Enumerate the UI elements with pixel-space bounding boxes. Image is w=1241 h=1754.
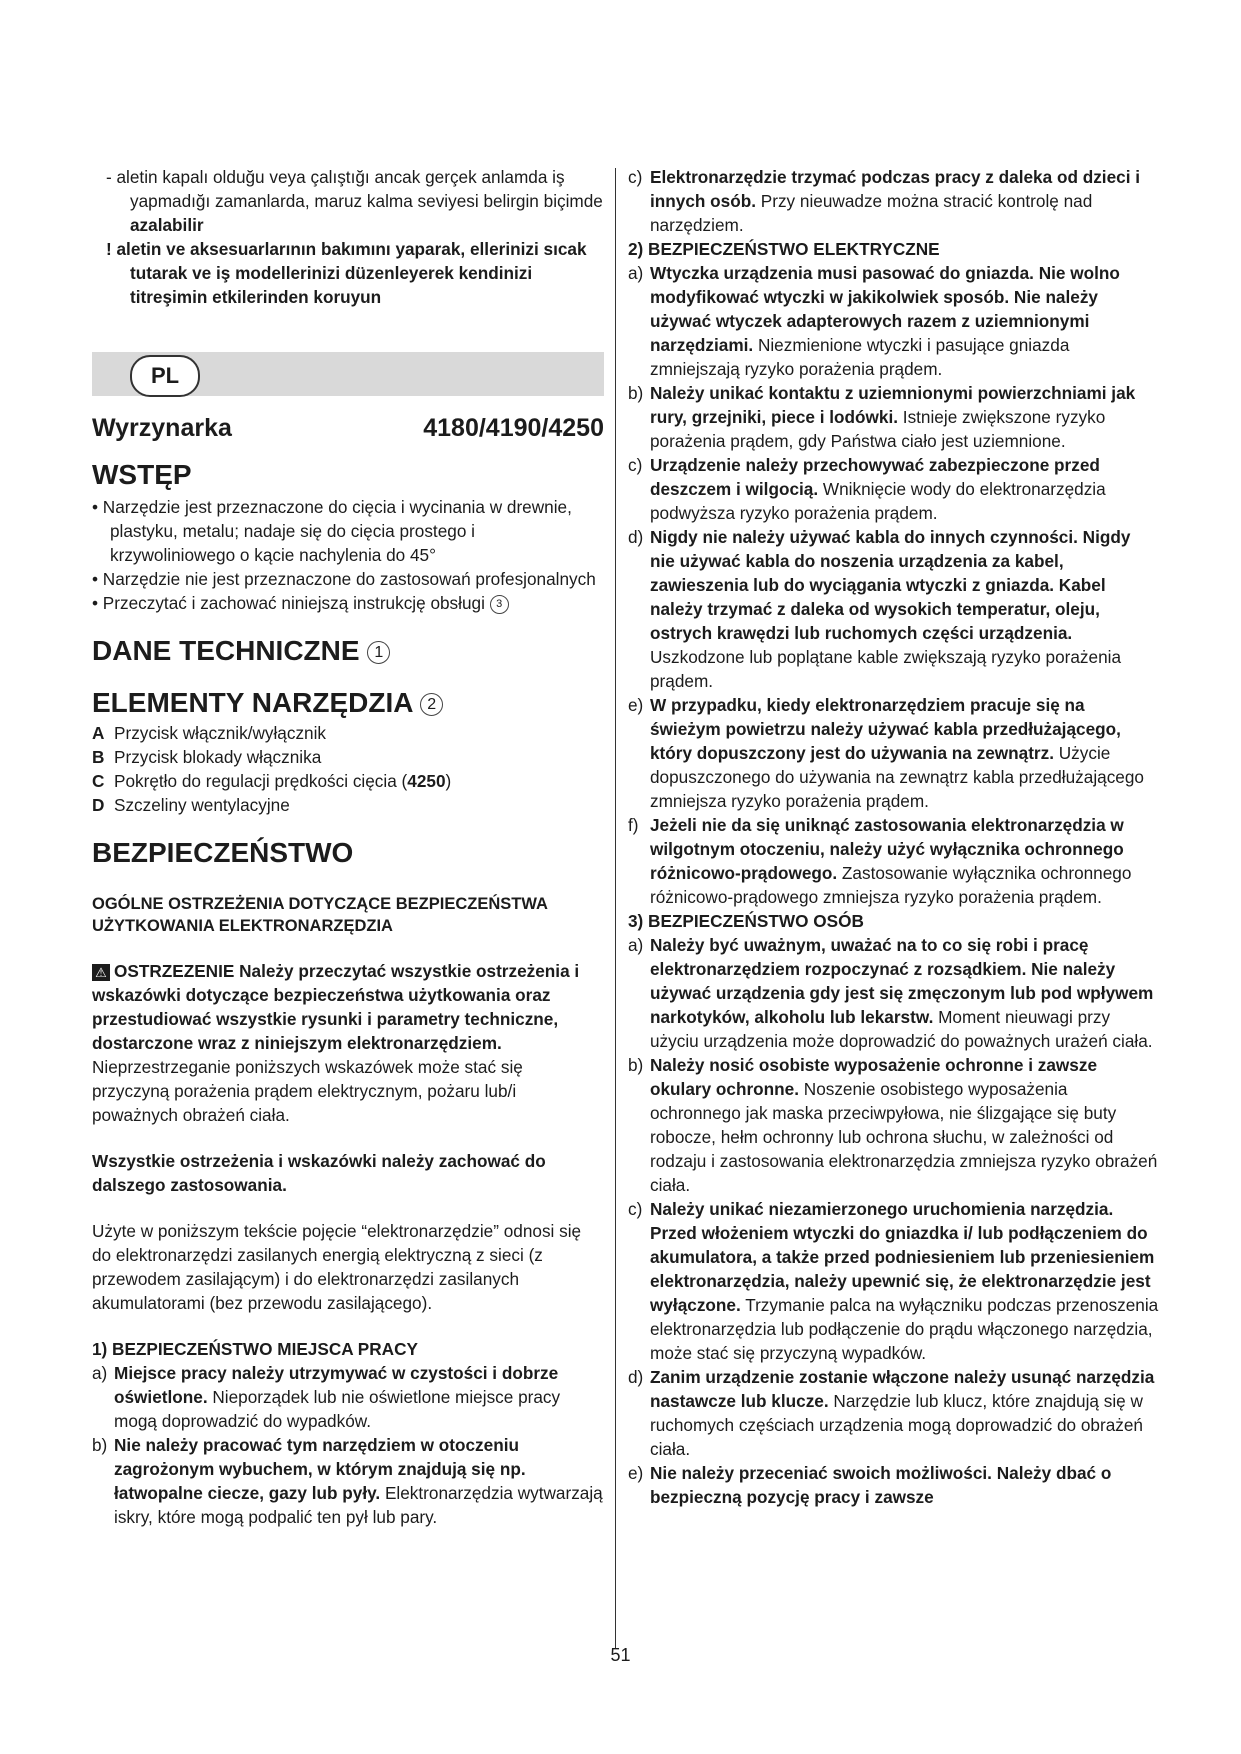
turkish-list [92,165,604,309]
general-warnings-heading: OGÓLNE OSTRZEŻENIA DOTYCZĄCE BEZPIECZEŃSTWA UŻYTKOWANIA ELEKTRONARZĘDZIA [92,895,548,935]
s3-item-b: b) Należy nosić osobiste wyposażenie ochronne i zawsze okulary ochronne. Noszenie osobistego wyposażenia ochronnego jak maska przeciwpyłowa, nie ślizgające się buty robocze, hełm ochronny lub ochrona słuchu, w zależności od rodzaju i zastosowania elektronarzędzia zmniejsza ryzyko obrażeń ciała. [628,1055,1158,1195]
element-b: B Przycisk blokady włącznika [92,747,322,767]
element-d: D Szczeliny wentylacyjne [92,795,290,815]
s2-item-a: a) Wtyczka urządzenia musi pasować do gniazda. Nie wolno modyfikować wtyczki w jakikolwiek sposób. Nie należy używać wtyczek adapterowych razem z uziemnionymi narzędziami. Niezmienione wtyczki i pasujące gniazda zmniejszają ryzyko porażenia prądem. [628,263,1120,379]
heading-tool-elements: ELEMENTY NARZĘDZIA 2 [92,687,604,719]
product-title-row [92,414,604,443]
figure-ref-2: 2 [420,693,443,716]
s3-item-e: e) Nie należy przeceniać swoich możliwości. Należy dbać o bezpieczną pozycję pracy i zawsze [628,1463,1112,1507]
column-divider [615,168,616,1648]
intro-list [92,495,604,615]
figure-ref-1: 1 [367,641,390,664]
language-badge: PL [130,355,200,397]
heading-safety: BEZPIECZEŃSTWO [92,837,354,868]
product-models: 4180/4190/4250 [423,414,604,442]
warning-paragraph: ⚠ OSTRZEZENIE Należy przeczytać wszystkie ostrzeżenia i wskazówki dotyczące bezpieczeństwa użytkowania oraz przestudiować wszystkie rysunki i parametry techniczne, dostarczone wraz z niniejszym elektronarzędziem. Nieprzestrzeganie poniższych wskazówek może stać się przyczyną porażenia prądem elektrycznym, pożaru lub/i poważnych obrażeń ciała. [92,961,580,1125]
page-number: 51 [610,1645,631,1665]
language-bar [92,352,604,396]
product-name: Wyrzynarka [92,414,232,442]
elements-list [92,721,604,817]
intro-bullet-3: • Przeczytać i zachować niniejszą instrukcję obsługi 3 [92,591,604,615]
s3-item-c: c) Należy unikać niezamierzonego uruchomienia narzędzia. Przed włożeniem wtyczki do gniazdka i/ lub podłączeniem do akumulatora, a także przed podniesieniem lub przeniesieniem elektronarzędzia, należy upewnić się, że elektronarzędzie jest wyłączone. Trzymanie palca na wyłączniku podczas przenoszenia elektronarzędzia lub podłączenie do prądu włączonego narzędzia, może stać się przyczyną wypadków. [628,1199,1159,1363]
s1-item-b: b) Nie należy pracować tym narzędziem w otoczeniu zagrożonym wybuchem, w którym znajdują się np. łatwopalne ciecze, gazy lub pyły. Elektronarzędzia wytwarzają iskry, które mogą podpalić ten pył lub pary. [92,1435,603,1527]
left-column [92,165,604,1529]
s1-item-c: c) Elektronarzędzie trzymać podczas pracy z daleka od dzieci i innych osób. Przy nieuwadze można stracić kontrolę nad narzędziem. [628,167,1141,235]
warning-icon: ⚠ [92,964,110,981]
element-a: A Przycisk włącznik/wyłącznik [92,723,327,743]
tr-item-1: - aletin kapalı olduğu veya çalıştığı ancak gerçek anlamda iş yapmadığı zamanlarda, maruz kalma seviyesi belirgin biçimde azalabilir [106,167,603,235]
tr-item-2: ! aletin ve aksesuarlarının bakımını yaparak, ellerinizi sıcak tutarak ve iş modellerinizi düzenleyerek kendinizi titreşimin etkilerinden koruyun [106,239,587,307]
s2-item-d: d) Nigdy nie należy używać kabla do innych czynności. Nigdy nie używać kabla do noszenia urządzenia za kabel, zawieszenia lub do wyciągania wtyczki z gniazda. Kabel należy trzymać z daleka od wysokich temperatur, oleju, ostrych krawędzi lub ruchomych części urządzenia. Uszkodzone lub poplątane kable zwiększają ryzyko porażenia prądem. [628,527,1131,691]
heading-intro: WSTĘP [92,459,192,490]
intro-bullet-1: • Narzędzie jest przeznaczone do cięcia i wycinania w drewnie, plastyku, metalu; nadaje się do cięcia prostego i krzywoliniowego o kącie nachylenia do 45° [92,497,572,565]
element-c: C Pokrętło do regulacji prędkości cięcia (4250) [92,771,452,791]
section-3-heading: 3) BEZPIECZEŃSTWO OSÓB [628,911,864,931]
figure-ref-3: 3 [490,595,509,614]
s2-item-c: c) Urządzenie należy przechowywać zabezpieczone przed deszczem i wilgocią. Wniknięcie wody do elektronarzędzia podwyższa ryzyko porażenia prądem. [628,455,1106,523]
keep-instructions: Wszystkie ostrzeżenia i wskazówki należy zachować do dalszego zastosowania. [92,1151,546,1195]
s2-item-f: f) Jeżeli nie da się uniknąć zastosowania elektronarzędzia w wilgotnym otoczeniu, należy użyć wyłącznika ochronnego różnicowo-prądowego. Zastosowanie wyłącznika ochronnego różnicowo-prądowego zmniejsza ryzyko porażenia prądem. [628,815,1132,907]
section-2-heading: 2) BEZPIECZEŃSTWO ELEKTRYCZNE [628,239,940,259]
s2-item-b: b) Należy unikać kontaktu z uziemnionymi powierzchniami jak rury, grzejniki, piece i lodówki. Istnieje zwiększone ryzyko porażenia prądem, gdy Państwa ciało jest uziemnione. [628,383,1136,451]
s1-item-a: a) Miejsce pracy należy utrzymywać w czystości i dobrze oświetlone. Nieporządek lub nie oświetlone miejsce pracy mogą doprowadzić do wypadków. [92,1363,561,1431]
term-definition: Użyte w poniższym tekście pojęcie “elektronarzędzie” odnosi się do elektronarzędzi zasilanych energią elektryczną z sieci (z przewodem zasilającym) i do elektronarzędzi zasilanych akumulatorami (bez przewodu zasilającego). [92,1221,582,1313]
heading-tech-data: DANE TECHNICZNE 1 [92,635,604,667]
intro-bullet-2: • Narzędzie nie jest przeznaczone do zastosowań profesjonalnych [92,569,596,589]
right-column [628,165,1160,1509]
s2-item-e: e) W przypadku, kiedy elektronarzędziem pracuje się na świeżym powietrzu należy używać kabla przedłużającego, który dopuszczony jest do używania na zewnątrz. Użycie dopuszczonego do używania na zewnątrz kabla przedłużającego zmniejsza ryzyko porażenia prądem. [628,695,1144,811]
s3-item-d: d) Zanim urządzenie zostanie włączone należy usunąć narzędzia nastawcze lub klucze. Narzędzie lub klucz, które znajdują się w ruchomych częściach urządzenia mogą doprowadzić do obrażeń ciała. [628,1367,1155,1459]
section-1-heading: 1) BEZPIECZEŃSTWO MIEJSCA PRACY [92,1339,418,1359]
s3-item-a: a) Należy być uważnym, uważać na to co się robi i pracę elektronarzędziem rozpoczynać z rozsądkiem. Nie należy używać urządzenia gdy jest się zmęczonym lub pod wpływem narkotyków, alkoholu lub lekarstw. Moment nieuwagi przy użyciu urządzenia może doprowadzić do poważnych urażeń ciała. [628,935,1154,1051]
